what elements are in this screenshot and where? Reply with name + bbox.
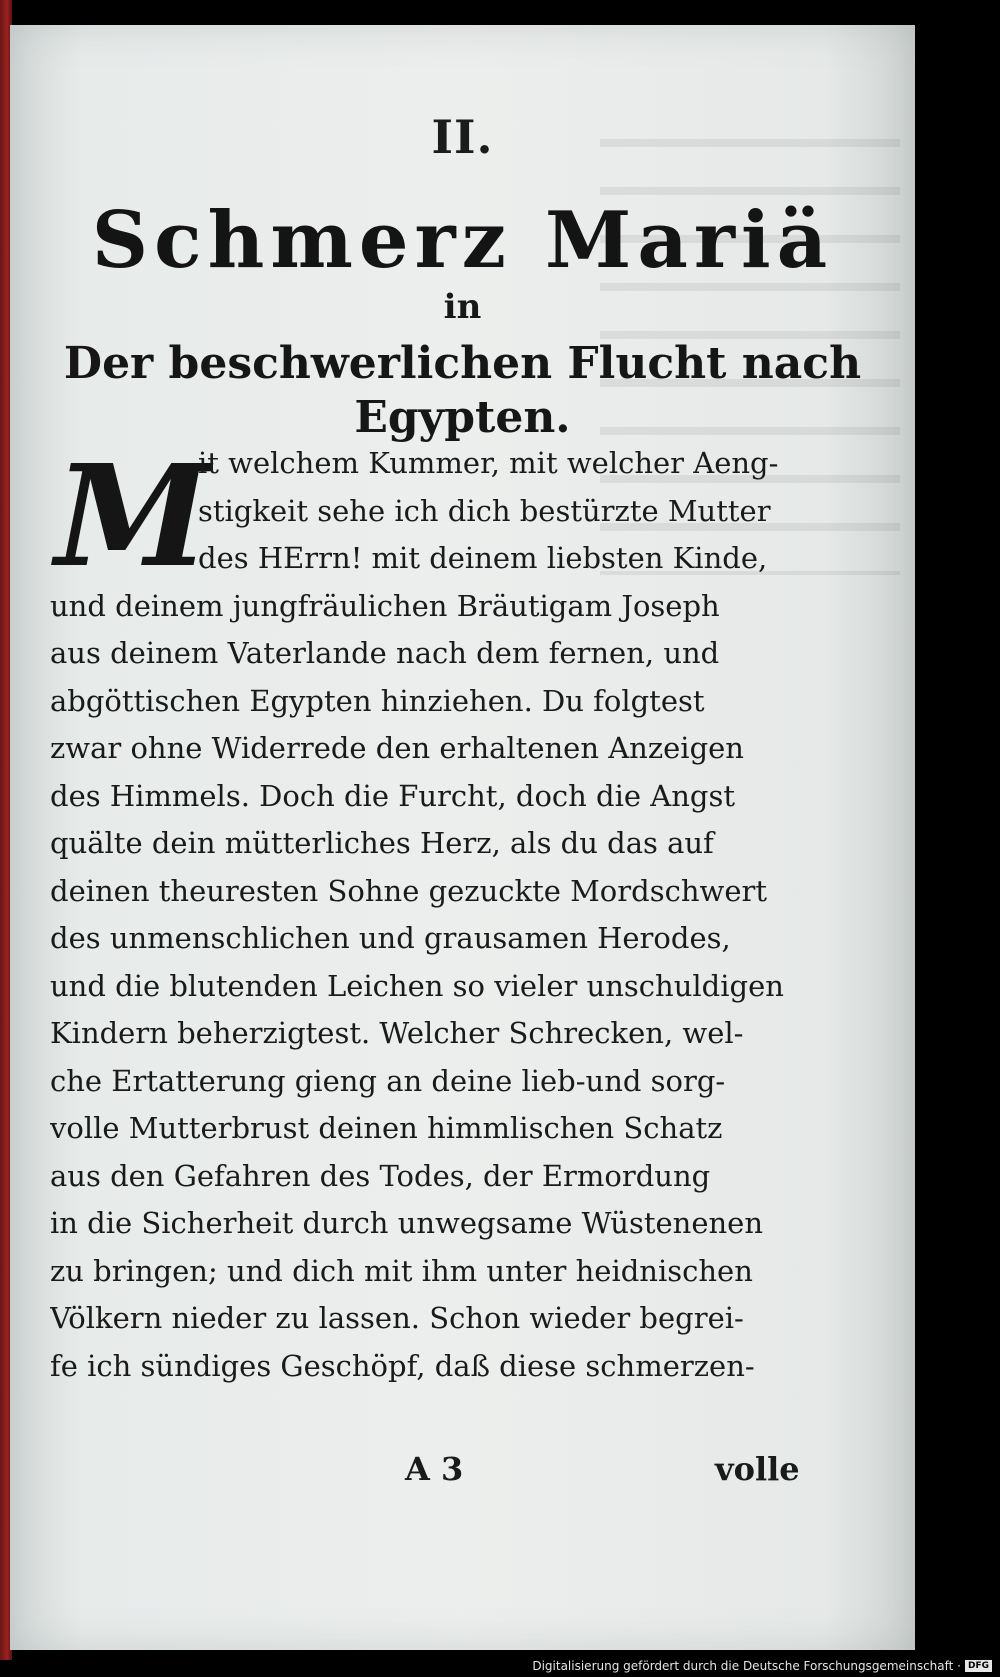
chapter-number: II. [431,110,494,164]
text-line: des Himmels. Doch die Furcht, doch die Angst [50,778,735,813]
dfg-logo: DFG [965,1660,992,1672]
text-line: aus deinem Vaterlande nach dem fernen, und [50,636,720,670]
subtitle-line-1: Der beschwerlichen Flucht nach [63,338,862,389]
text-line: che Ertatterung gieng an deine lieb-und sorg- [50,1063,726,1098]
text-line: stigkeit sehe ich dich bestürzte Mutter [198,493,771,528]
text-line: des unmenschlichen und grausamen Herodes, [50,921,731,955]
text-line: in die Sicherheit durch unwegsame Wüstenenen [50,1206,764,1240]
credit-text: Digitalisierung gefördert durch die Deutsche Forschungsgemeinschaft · [532,1659,961,1673]
text-line: volle Mutterbrust deinen himmlischen Schatz [50,1111,723,1145]
text-line: zu bringen; und dich mit ihm unter heidnischen [50,1253,753,1288]
chapter-title: Schmerz Mariä [91,195,834,286]
text-line: abgöttischen Egypten hinziehen. Du folgtest [50,683,705,718]
text-line: des HErrn! mit deinem liebsten Kinde, [198,541,768,575]
text-line: und die blutenden Leichen so vieler unschuldigen [50,968,784,1003]
text-line: Kindern beherzigtest. Welcher Schrecken, wel- [50,1016,744,1050]
text-line: deinen theuresten Sohne gezuckte Mordschwert [50,873,767,908]
signature-mark: A 3 [405,1450,464,1488]
catchword: volle [715,1450,800,1488]
drop-cap-initial: M [55,435,210,599]
body-paragraph [50,435,880,1390]
text-line: Völkern nieder zu lassen. Schon wieder begrei- [50,1301,744,1335]
text-line: fe ich sündiges Geschöpf, daß diese schmerzen- [50,1348,755,1383]
text-line: zwar ohne Widerrede den erhaltenen Anzeigen [50,731,744,765]
digitization-credit [532,1659,992,1673]
text-line: quälte dein mütterliches Herz, als du das auf [50,826,714,860]
chapter-subtitle [10,337,915,445]
subtitle-line-2: Egypten. [354,392,571,443]
book-page [10,25,915,1650]
text-line: aus den Gefahren des Todes, der Ermordung [50,1158,711,1193]
title-connector: in [443,287,482,327]
text-line: it welchem Kummer, mit welcher Aeng- [198,446,779,480]
text-line: und deinem jungfräulichen Bräutigam Joseph [50,588,720,623]
